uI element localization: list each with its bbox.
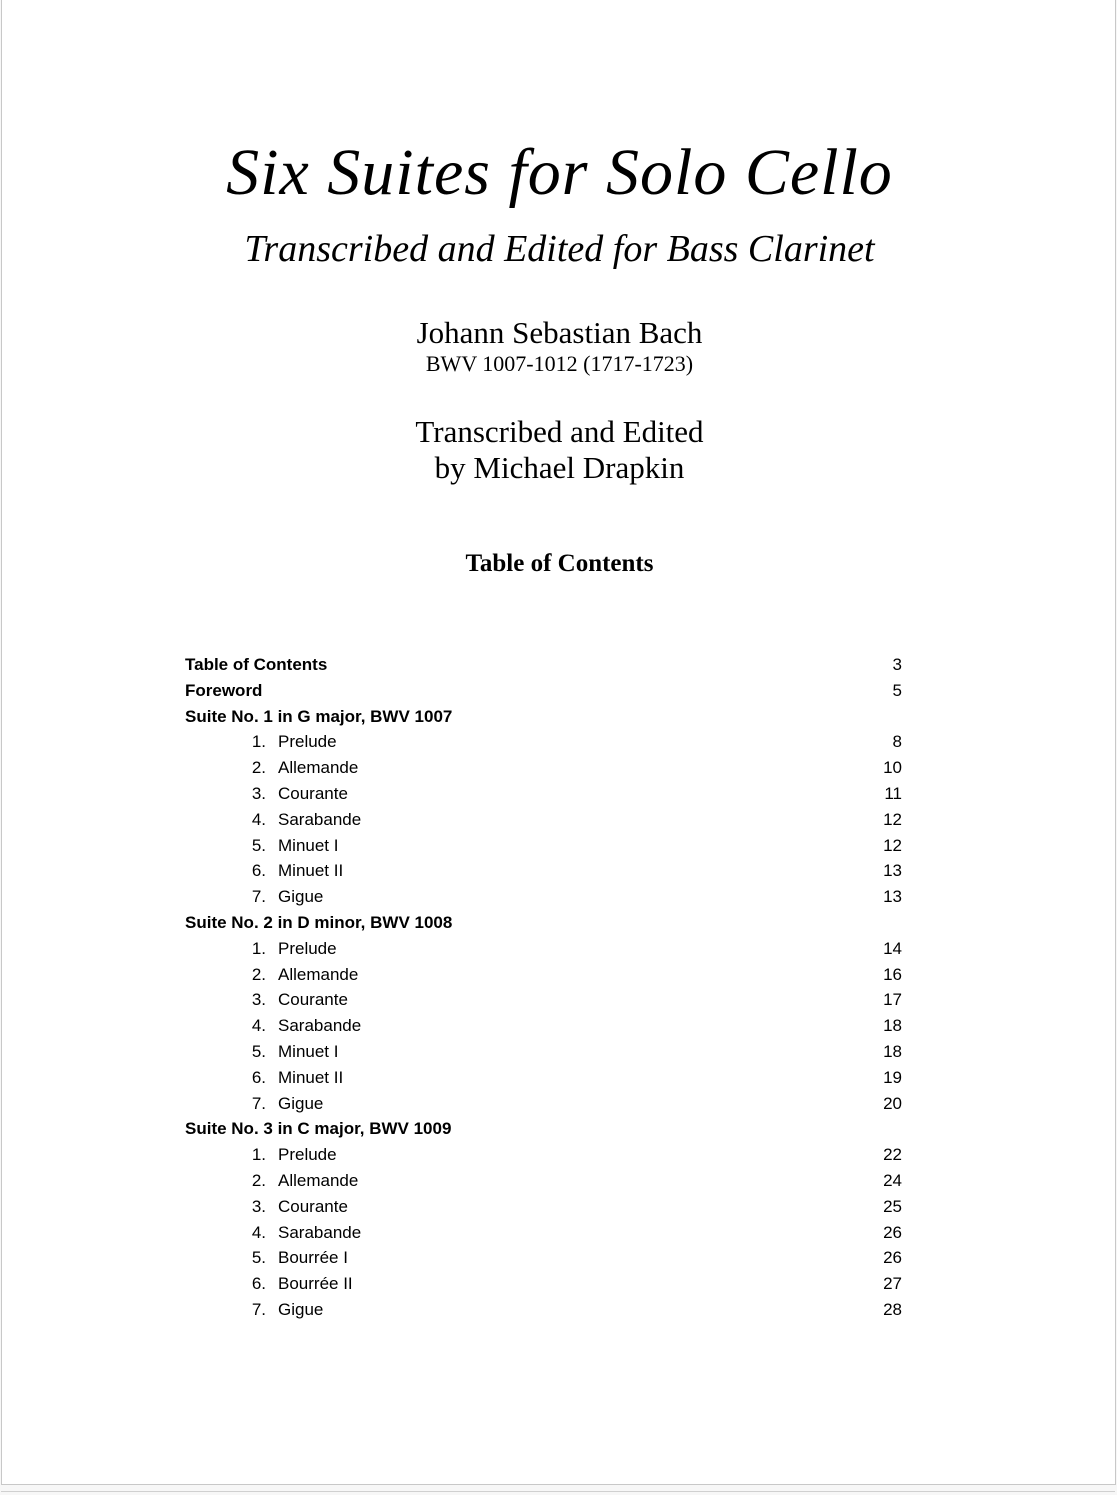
toc-movement-title: Sarabande xyxy=(278,809,362,829)
page-separator xyxy=(1,1491,1115,1492)
toc-movement-title: Minuet I xyxy=(278,835,339,855)
toc-movement-title: Allemande xyxy=(278,964,359,984)
toc-movement-entry[interactable] xyxy=(185,1065,902,1091)
toc-movement-page: 14 xyxy=(883,938,902,958)
toc-movement-number: 4. xyxy=(251,809,266,829)
toc-movement-number: 7. xyxy=(251,887,266,907)
toc-movement-entry[interactable] xyxy=(185,1142,902,1168)
toc-movement-entry[interactable] xyxy=(185,1220,902,1246)
toc-movement-entry[interactable] xyxy=(185,1013,902,1039)
toc-movement-entry[interactable] xyxy=(185,755,902,781)
toc-suite-title: Suite No. 2 in D minor, BWV 1008 xyxy=(185,912,453,932)
toc-movement-title: Bourrée I xyxy=(278,1248,348,1268)
toc-movement-title: Courante xyxy=(278,1196,348,1216)
credit-line-2: by Michael Drapkin xyxy=(434,450,685,485)
toc-movement-page: 10 xyxy=(883,758,902,778)
toc-movement-entry[interactable] xyxy=(185,1194,902,1220)
toc-movement-page: 12 xyxy=(883,835,902,855)
toc-movement-page: 20 xyxy=(883,1093,902,1113)
toc-movement-page: 28 xyxy=(883,1299,902,1319)
toc-movement-entry[interactable] xyxy=(185,858,902,884)
toc-movement-number: 4. xyxy=(251,1222,266,1242)
toc-movement-page: 17 xyxy=(883,990,902,1010)
toc-movement-entry[interactable] xyxy=(185,1168,902,1194)
toc-movement-title: Allemande xyxy=(278,758,359,778)
toc-movement-page: 13 xyxy=(883,861,902,881)
toc-movement-page: 25 xyxy=(883,1196,902,1216)
toc-entry[interactable] xyxy=(185,678,902,704)
toc-movement-number: 1. xyxy=(251,1145,266,1165)
toc-movement-page: 27 xyxy=(883,1274,902,1294)
table-of-contents xyxy=(185,652,902,1323)
toc-suite-heading[interactable] xyxy=(185,704,902,730)
toc-movement-entry[interactable] xyxy=(185,729,902,755)
credit-line-1: Transcribed and Edited xyxy=(415,414,704,449)
toc-movement-title: Prelude xyxy=(278,938,337,958)
toc-entry[interactable] xyxy=(185,652,902,678)
toc-entry-page: 5 xyxy=(892,680,902,700)
toc-suite-heading[interactable] xyxy=(185,1116,902,1142)
toc-suite-heading[interactable] xyxy=(185,910,902,936)
toc-movement-page: 8 xyxy=(892,732,902,752)
toc-movement-number: 2. xyxy=(251,758,266,778)
toc-entry-page: 3 xyxy=(892,655,902,674)
toc-movement-title: Sarabande xyxy=(278,1016,362,1036)
page-subtitle: Transcribed and Edited for Bass Clarinet xyxy=(244,228,875,270)
toc-movement-page: 13 xyxy=(883,887,902,907)
toc-movement-page: 11 xyxy=(884,783,902,803)
toc-movement-entry[interactable] xyxy=(185,1039,902,1065)
toc-movement-number: 4. xyxy=(251,1016,266,1036)
toc-movement-number: 7. xyxy=(251,1093,266,1113)
toc-movement-title: Bourrée II xyxy=(278,1274,353,1294)
toc-movement-number: 2. xyxy=(251,964,266,984)
toc-suite-title: Suite No. 1 in G major, BWV 1007 xyxy=(185,706,453,726)
toc-movement-title: Minuet I xyxy=(278,1041,339,1061)
toc-movement-title: Courante xyxy=(278,990,348,1010)
toc-movement-number: 5. xyxy=(251,1041,266,1061)
toc-movement-title: Minuet II xyxy=(278,1067,344,1087)
toc-movement-title: Gigue xyxy=(278,1299,324,1319)
toc-movement-page: 22 xyxy=(883,1145,902,1165)
toc-heading: Table of Contents xyxy=(465,550,654,577)
toc-movement-entry[interactable] xyxy=(185,781,902,807)
toc-movement-entry[interactable] xyxy=(185,1091,902,1117)
toc-movement-entry[interactable] xyxy=(185,1297,902,1323)
toc-movement-page: 16 xyxy=(883,964,902,984)
toc-movement-number: 7. xyxy=(251,1299,266,1319)
toc-movement-number: 3. xyxy=(251,990,266,1010)
document-page xyxy=(1,0,1116,1485)
toc-movement-title: Prelude xyxy=(278,1145,337,1165)
toc-movement-entry[interactable] xyxy=(185,833,902,859)
toc-movement-number: 1. xyxy=(251,938,266,958)
toc-movement-page: 18 xyxy=(883,1016,902,1036)
toc-movement-title: Sarabande xyxy=(278,1222,362,1242)
page-title: Six Suites for Solo Cello xyxy=(226,136,893,209)
toc-movement-number: 6. xyxy=(251,1067,266,1087)
toc-movement-title: Minuet II xyxy=(278,861,344,881)
toc-movement-page: 26 xyxy=(883,1222,902,1242)
toc-movement-title: Gigue xyxy=(278,1093,324,1113)
toc-movement-page: 19 xyxy=(883,1067,902,1087)
toc-movement-title: Courante xyxy=(278,783,348,803)
toc-movement-entry[interactable] xyxy=(185,962,902,988)
catalog-number: BWV 1007-1012 (1717-1723) xyxy=(425,351,694,376)
toc-entry-title: Table of Contents xyxy=(185,655,328,674)
composer-name: Johann Sebastian Bach xyxy=(416,315,703,350)
toc-suite-title: Suite No. 3 in C major, BWV 1009 xyxy=(185,1119,452,1139)
toc-movement-page: 12 xyxy=(883,809,902,829)
toc-movement-title: Prelude xyxy=(278,732,337,752)
toc-movement-number: 6. xyxy=(251,861,266,881)
toc-movement-page: 18 xyxy=(883,1041,902,1061)
toc-movement-title: Gigue xyxy=(278,887,324,907)
toc-entry-title: Foreword xyxy=(185,680,263,700)
toc-movement-page: 26 xyxy=(883,1248,902,1268)
toc-movement-number: 3. xyxy=(251,783,266,803)
toc-movement-title: Allemande xyxy=(278,1170,359,1190)
toc-movement-entry[interactable] xyxy=(185,884,902,910)
toc-movement-number: 5. xyxy=(251,1248,266,1268)
toc-movement-number: 3. xyxy=(251,1196,266,1216)
toc-movement-entry[interactable] xyxy=(185,987,902,1013)
toc-movement-number: 6. xyxy=(251,1274,266,1294)
toc-movement-number: 1. xyxy=(251,732,266,752)
toc-movement-page: 24 xyxy=(883,1170,902,1190)
toc-movement-number: 5. xyxy=(251,835,266,855)
toc-movement-entry[interactable] xyxy=(185,807,902,833)
toc-movement-entry[interactable] xyxy=(185,1271,902,1297)
toc-movement-entry[interactable] xyxy=(185,936,902,962)
toc-movement-entry[interactable] xyxy=(185,1245,902,1271)
toc-movement-number: 2. xyxy=(251,1170,266,1190)
